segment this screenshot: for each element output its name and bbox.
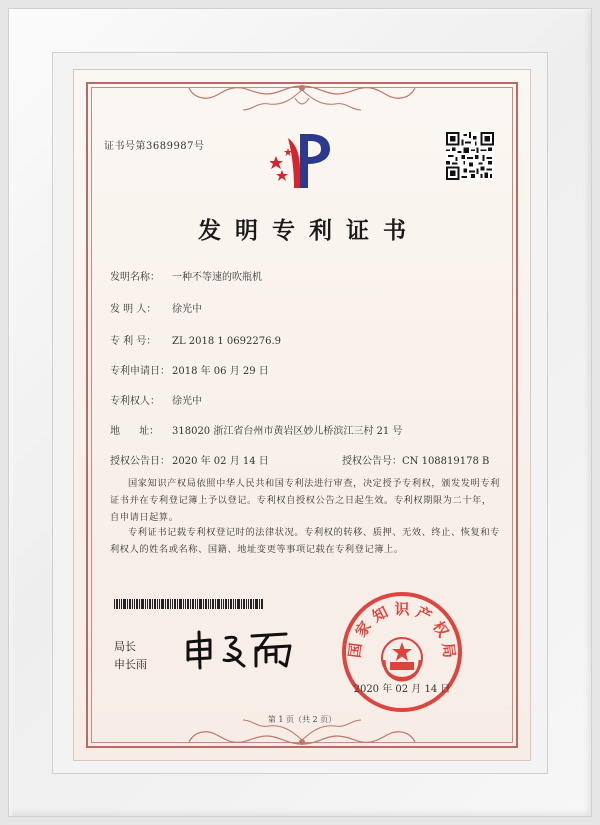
field-label: 专利申请日：	[110, 366, 170, 377]
certificate-number: 证书号第3689987号	[104, 141, 205, 152]
field-patentee	[110, 392, 202, 407]
director-title: 局长	[114, 640, 136, 653]
field-value: 2018 年 06 月 29 日	[172, 366, 269, 377]
director-signature	[182, 628, 308, 670]
patent-office-logo-icon	[270, 130, 334, 192]
field-label: 授权公告日：	[110, 456, 170, 467]
field-value: 徐光中	[172, 396, 202, 407]
director-name: 申长雨	[114, 658, 147, 671]
field-inventor	[110, 300, 202, 315]
field-value: ZL 2018 1 0692276.9	[172, 336, 282, 347]
barcode-icon	[114, 599, 264, 609]
page-number: 第 1 页（共 2 页）	[267, 715, 337, 724]
field-invention-name	[110, 268, 262, 283]
top-ornament	[187, 80, 417, 120]
statement-paragraph-2: 专利证书记载专利权登记时的法律状况。专利权的转移、质押、无效、终止、恢复和专利权人的姓名或名称、国籍、地址变更等事项记载在专利登记簿上。	[110, 527, 500, 555]
field-label: 发 明 人：	[110, 304, 157, 315]
field-label: 发明名称：	[110, 272, 160, 283]
field-label: 专 利 号：	[110, 336, 157, 347]
field-label: 地 址：	[110, 426, 160, 437]
field-patent-number	[110, 332, 281, 347]
certificate-title: 发明专利证书	[198, 217, 420, 244]
statement-paragraph-1: 国家知识产权局依照中华人民共和国专利法进行审查，决定授予专利权，颁发发明专利证书并在专利登记簿上予以登记。专利权自授权公告之日起生效。专利权期限为二十年，自申请日起算。	[110, 478, 500, 523]
field-value: 318020 浙江省台州市黄岩区妙儿桥滨江三村 21 号	[172, 426, 403, 437]
field-address	[110, 422, 402, 437]
field-value: 一种不等速的吹瓶机	[172, 272, 262, 283]
svg-text:国 家 知 识 产 权 局: 国 家 知 识 产 权 局	[345, 600, 459, 659]
director-block	[114, 638, 147, 674]
field-value: 徐光中	[172, 304, 202, 315]
patent-certificate	[74, 70, 530, 760]
field-application-date	[110, 362, 269, 377]
field-value: 2020 年 02 月 14 日	[172, 456, 269, 467]
qr-code-icon	[446, 132, 494, 180]
seal-date: 2020 年 02 月 14 日	[353, 684, 451, 695]
announcement-number: 授权公告号：CN 108819178 B	[342, 456, 490, 467]
official-seal-icon	[340, 590, 464, 714]
field-grant-date	[110, 452, 269, 467]
field-label: 专利权人：	[110, 396, 160, 407]
